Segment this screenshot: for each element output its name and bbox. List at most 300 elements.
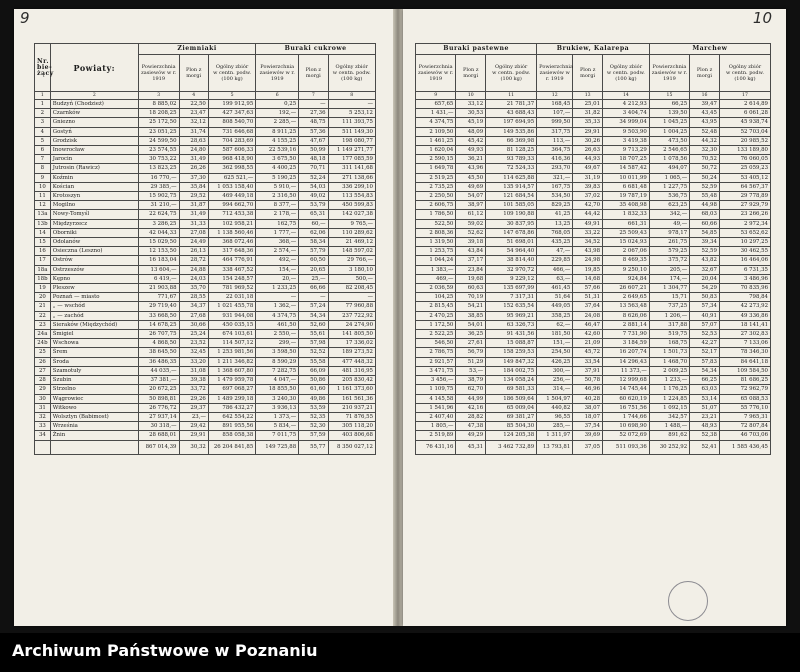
value-cell: 657,65 xyxy=(416,100,456,109)
value-cell: 427 347,63 xyxy=(208,109,255,118)
value-cell: 28,72 xyxy=(179,256,208,265)
column-number: 7 xyxy=(299,92,328,100)
value-cell: 358,25 xyxy=(537,311,573,320)
value-cell: 14 678,25 xyxy=(138,320,179,329)
value-cell: 9 250,10 xyxy=(603,265,650,274)
value-cell: 2 519,25 xyxy=(416,173,456,182)
value-cell: 60,63 xyxy=(456,284,486,293)
value-cell: 51,29 xyxy=(456,357,486,366)
header-buraki-cukrowe: Buraki cukrowe xyxy=(256,44,376,55)
district-name: Jutrosin (Rawicz) xyxy=(50,164,138,173)
value-cell: 53,79 xyxy=(299,201,328,210)
value-cell: 14 745,44 xyxy=(603,385,650,394)
value-cell: 53,14 xyxy=(690,394,720,403)
value-cell: 768,05 xyxy=(537,228,573,237)
value-cell: 174,— xyxy=(649,274,689,283)
value-cell: 9 713,29 xyxy=(603,146,650,155)
right-page-number: 10 xyxy=(752,9,772,27)
value-cell: 32,45 xyxy=(179,348,208,357)
value-cell: 342,57 xyxy=(649,412,689,421)
header-no: Nr. bie- żący xyxy=(35,44,51,92)
value-cell: 43,96 xyxy=(456,164,486,173)
total-cell: 37,05 xyxy=(573,440,603,454)
table-row xyxy=(35,422,376,431)
table-row xyxy=(416,376,771,385)
value-cell: 46,96 xyxy=(573,385,603,394)
value-cell: 37,54 xyxy=(573,422,603,431)
table-row xyxy=(35,182,376,191)
value-cell: 135 914,57 xyxy=(486,182,537,191)
value-cell: 23,52 xyxy=(179,339,208,348)
value-cell: 66,09 xyxy=(299,366,328,375)
value-cell: 50,24 xyxy=(690,173,720,182)
value-cell: 45,19 xyxy=(456,118,486,127)
value-cell: 101 585,05 xyxy=(486,201,537,210)
value-cell: 31,49 xyxy=(179,210,208,219)
table-row xyxy=(35,412,376,421)
value-cell: 27,61 xyxy=(456,339,486,348)
value-cell: 731 646,68 xyxy=(208,127,255,136)
value-cell: 205,— xyxy=(649,265,689,274)
value-cell: 473,50 xyxy=(649,136,689,145)
value-cell: 18,07 xyxy=(573,412,603,421)
value-cell: 66 369,98 xyxy=(486,136,537,145)
value-cell: 107,— xyxy=(537,109,573,118)
value-cell: 3 180,10 xyxy=(328,265,376,274)
header-brukiew: Brukiew, Kalarepa xyxy=(537,44,650,55)
value-cell: 449,05 xyxy=(537,302,573,311)
value-cell: 63,03 xyxy=(690,385,720,394)
value-cell: — xyxy=(299,100,328,109)
value-cell: 57,24 xyxy=(299,302,328,311)
table-row xyxy=(35,366,376,375)
value-cell: 27 929,79 xyxy=(719,201,770,210)
value-cell: 10 297,25 xyxy=(719,238,770,247)
value-cell: 25 059,23 xyxy=(719,164,770,173)
value-cell: 43,95 xyxy=(690,118,720,127)
value-cell: 30 753,22 xyxy=(138,155,179,164)
value-cell: 1 468,70 xyxy=(649,357,689,366)
value-cell: 31,74 xyxy=(179,127,208,136)
row-number: 16 xyxy=(35,247,51,256)
district-name: Śrem xyxy=(50,348,138,357)
value-cell: 48,18 xyxy=(299,155,328,164)
value-cell: 317,75 xyxy=(537,127,573,136)
value-cell: 35 408,98 xyxy=(603,201,650,210)
table-row xyxy=(35,155,376,164)
value-cell: — xyxy=(328,100,376,109)
value-cell: 7 731,90 xyxy=(603,330,650,339)
table-row xyxy=(35,348,376,357)
value-cell: 47,38 xyxy=(456,422,486,431)
value-cell: 994 662,70 xyxy=(208,201,255,210)
value-cell: 27,68 xyxy=(179,311,208,320)
header-buraki-pastewne: Buraki pastewne xyxy=(416,44,537,55)
value-cell: 44,42 xyxy=(573,210,603,219)
value-cell: 786 432,27 xyxy=(208,403,255,412)
row-number: 24b xyxy=(35,339,51,348)
value-cell: 30,66 xyxy=(179,320,208,329)
district-name: „ — zachód xyxy=(50,311,138,320)
value-cell: 338 467,52 xyxy=(208,265,255,274)
row-number: 11 xyxy=(35,192,51,201)
row-number: 8 xyxy=(35,164,51,173)
value-cell: 18 208,25 xyxy=(138,109,179,118)
total-cell: 45,31 xyxy=(456,440,486,454)
value-cell: 38,97 xyxy=(456,201,486,210)
table-row xyxy=(35,201,376,210)
value-cell: 59,02 xyxy=(456,219,486,228)
value-cell: 36 486,35 xyxy=(138,357,179,366)
value-cell: 435,25 xyxy=(537,238,573,247)
value-cell: 1 253 981,56 xyxy=(208,348,255,357)
value-cell: 4 212,93 xyxy=(603,100,650,109)
value-cell: 57,36 xyxy=(299,127,328,136)
value-cell: 3 456,— xyxy=(416,376,456,385)
value-cell: 39,38 xyxy=(179,376,208,385)
value-cell: 47,67 xyxy=(299,136,328,145)
value-cell: 1 461,25 xyxy=(416,136,456,145)
value-cell: 102 958,21 xyxy=(208,219,255,228)
value-cell: 2 606,75 xyxy=(416,201,456,210)
table-row xyxy=(416,238,771,247)
value-cell: 403 806,68 xyxy=(328,431,376,440)
value-cell: 924,84 xyxy=(603,274,650,283)
value-cell: 28,63 xyxy=(179,136,208,145)
value-cell: 51,31 xyxy=(573,293,603,302)
value-cell: 625 521,— xyxy=(208,173,255,182)
total-cell: 26 204 841,85 xyxy=(208,440,255,454)
value-cell: 15,71 xyxy=(649,293,689,302)
value-cell: 45,42 xyxy=(456,136,486,145)
value-cell: 1 362,— xyxy=(256,302,299,311)
table-row xyxy=(416,146,771,155)
value-cell: 38 814,40 xyxy=(486,256,537,265)
value-cell: 2 735,25 xyxy=(416,182,456,191)
value-cell: 19,68 xyxy=(456,274,486,283)
value-cell: 38,85 xyxy=(456,311,486,320)
value-cell: 2 590,15 xyxy=(416,155,456,164)
value-cell: 57,34 xyxy=(690,302,720,311)
value-cell: 134 058,24 xyxy=(486,376,537,385)
unit-label: w centn. podw. (100 kg) xyxy=(725,70,764,82)
value-cell: 1 744,66 xyxy=(603,412,650,421)
row-number: 27 xyxy=(35,366,51,375)
value-cell: 6 731,35 xyxy=(719,265,770,274)
value-cell: 261,75 xyxy=(649,238,689,247)
district-name: Koźmin xyxy=(50,173,138,182)
row-number: 14 xyxy=(35,228,51,237)
row-number: 4 xyxy=(35,127,51,136)
value-cell: 229,85 xyxy=(537,256,573,265)
district-name: Szamotuły xyxy=(50,366,138,375)
value-cell: 49,29 xyxy=(456,431,486,440)
table-row xyxy=(416,201,771,210)
row-number: 28 xyxy=(35,376,51,385)
value-cell: 29,91 xyxy=(573,127,603,136)
district-name: Mogilno xyxy=(50,201,138,210)
value-cell: 54,01 xyxy=(456,320,486,329)
value-cell: 55,61 xyxy=(299,330,328,339)
value-cell: 50,78 xyxy=(573,376,603,385)
value-cell: 41,25 xyxy=(537,210,573,219)
value-cell: 70,19 xyxy=(456,293,486,302)
value-cell: 154 248,57 xyxy=(208,274,255,283)
district-name: Witkowo xyxy=(50,403,138,412)
value-cell: 12 999,68 xyxy=(603,376,650,385)
value-cell: 69 581,33 xyxy=(486,385,537,394)
value-cell: 71 876,55 xyxy=(328,412,376,421)
value-cell: 362 998,55 xyxy=(208,164,255,173)
value-cell: 2 285,— xyxy=(256,118,299,127)
yield-header xyxy=(573,55,603,92)
value-cell: 450 035,15 xyxy=(208,320,255,329)
value-cell: 133 189,80 xyxy=(719,146,770,155)
value-cell: 39,47 xyxy=(690,100,720,109)
table-row xyxy=(416,348,771,357)
area-header: Powierzchnia zasiewów w r. 1919 xyxy=(256,55,299,92)
value-cell: 114 625,88 xyxy=(486,173,537,182)
value-cell: 2 881,14 xyxy=(603,320,650,329)
table-row xyxy=(416,228,771,237)
value-cell: 93 789,33 xyxy=(486,155,537,164)
table-row xyxy=(35,330,376,339)
total-cell: 1 585 436,45 xyxy=(719,440,770,454)
district-name: Międzyrzecz xyxy=(50,219,138,228)
value-cell: 111 393,75 xyxy=(328,118,376,127)
table-row xyxy=(416,247,771,256)
value-cell: 33,20 xyxy=(179,357,208,366)
value-cell: 38 645,50 xyxy=(138,348,179,357)
value-cell: 68,03 xyxy=(690,210,720,219)
value-cell: 254,50 xyxy=(537,348,573,357)
value-cell: 28 688,01 xyxy=(138,431,179,440)
table-row xyxy=(416,173,771,182)
value-cell: 16 751,56 xyxy=(603,403,650,412)
row-number: 18a xyxy=(35,265,51,274)
value-cell: 50 898,81 xyxy=(138,394,179,403)
district-name: Ostrzeszów xyxy=(50,265,138,274)
right-page xyxy=(403,9,786,626)
table-row xyxy=(35,274,376,283)
table-row xyxy=(416,284,771,293)
value-cell: 57,59 xyxy=(299,431,328,440)
value-cell: 199 912,95 xyxy=(208,100,255,109)
row-number: 18b xyxy=(35,274,51,283)
district-name: Śmigiel xyxy=(50,330,138,339)
district-name: Szubin xyxy=(50,376,138,385)
table-row xyxy=(416,136,771,145)
value-cell: 39,34 xyxy=(690,238,720,247)
archive-name: Archiwum Państwowe w Poznaniu xyxy=(12,641,318,660)
value-cell: 46,47 xyxy=(573,320,603,329)
value-cell: 139,50 xyxy=(649,109,689,118)
value-cell: 2 250,50 xyxy=(416,192,456,201)
value-cell: 50,72 xyxy=(690,164,720,173)
value-cell: 2 574,— xyxy=(256,247,299,256)
value-cell: 154,— xyxy=(256,265,299,274)
value-cell: 1 149 271,77 xyxy=(328,146,376,155)
value-cell: 52,62 xyxy=(456,228,486,237)
value-cell: 771,67 xyxy=(138,293,179,302)
value-cell: 70,71 xyxy=(299,164,328,173)
value-cell: 24 274,90 xyxy=(328,320,376,329)
value-cell: 299,— xyxy=(256,339,299,348)
value-cell: 29 766,— xyxy=(328,256,376,265)
table-row xyxy=(416,182,771,191)
value-cell: 891,62 xyxy=(649,431,689,440)
value-cell: 57,98 xyxy=(299,339,328,348)
value-cell: 53,— xyxy=(456,366,486,375)
value-cell: 19 787,19 xyxy=(603,192,650,201)
value-cell: 16 183,04 xyxy=(138,256,179,265)
value-cell: 16 207,74 xyxy=(603,348,650,357)
table-row xyxy=(35,228,376,237)
value-cell: 16 770,— xyxy=(138,173,179,182)
value-cell: 52,59 xyxy=(690,182,720,191)
value-cell: 135 697,99 xyxy=(486,284,537,293)
value-cell: 39,18 xyxy=(456,238,486,247)
value-cell: 43,45 xyxy=(690,109,720,118)
value-cell: 2 067,06 xyxy=(603,247,650,256)
total-label: Ogólny zbiór xyxy=(494,64,528,70)
table-row xyxy=(35,256,376,265)
value-cell: 168,75 xyxy=(649,339,689,348)
value-cell: 829,25 xyxy=(537,201,573,210)
value-cell: 368 072,46 xyxy=(208,238,255,247)
district-name: Września xyxy=(50,422,138,431)
table-row xyxy=(35,219,376,228)
total-label: Ogólny zbiór xyxy=(335,64,368,70)
value-cell: 342,— xyxy=(649,210,689,219)
value-cell: 21 903,88 xyxy=(138,284,179,293)
value-cell: 311 141,68 xyxy=(328,164,376,173)
value-cell: 7 133,06 xyxy=(719,339,770,348)
table-row xyxy=(416,100,771,109)
left-page xyxy=(14,9,393,626)
value-cell: 66,25 xyxy=(649,100,689,109)
value-cell: 64 567,37 xyxy=(719,182,770,191)
value-cell: 15 902,75 xyxy=(138,192,179,201)
value-cell: 20,— xyxy=(256,274,299,283)
value-cell: 49,— xyxy=(649,219,689,228)
value-cell: 49,67 xyxy=(573,164,603,173)
value-cell: 77 960,88 xyxy=(328,302,376,311)
value-cell: 15 029,50 xyxy=(138,238,179,247)
table-row xyxy=(416,431,771,440)
value-cell: 36,21 xyxy=(456,155,486,164)
right-column-numbers xyxy=(416,92,771,100)
value-cell: 1 224,85 xyxy=(649,394,689,403)
value-cell: 697 068,27 xyxy=(208,385,255,394)
value-cell: 300,— xyxy=(537,366,573,375)
value-cell: 931 944,08 xyxy=(208,311,255,320)
value-cell: 49 336,86 xyxy=(719,311,770,320)
column-number: 2 xyxy=(50,92,138,100)
value-cell: 31 210,— xyxy=(138,201,179,210)
value-cell: 256,— xyxy=(537,376,573,385)
table-row xyxy=(35,136,376,145)
value-cell: 58,34 xyxy=(299,238,328,247)
value-cell: 461,45 xyxy=(537,284,573,293)
value-cell: 20 672,25 xyxy=(138,385,179,394)
value-cell: 808 540,70 xyxy=(208,118,255,127)
table-row xyxy=(35,284,376,293)
value-cell: 34,37 xyxy=(179,302,208,311)
value-cell: 40,91 xyxy=(690,311,720,320)
value-cell: 52,53 xyxy=(690,330,720,339)
value-cell: 534,50 xyxy=(537,192,573,201)
value-cell: 4 155,25 xyxy=(256,136,299,145)
left-table xyxy=(34,43,376,455)
value-cell: 29,91 xyxy=(179,431,208,440)
value-cell: 2 519,89 xyxy=(416,431,456,440)
value-cell: 31,33 xyxy=(179,219,208,228)
value-cell: 6 419,— xyxy=(138,274,179,283)
value-cell: 42,27 xyxy=(690,339,720,348)
column-number: 11 xyxy=(486,92,537,100)
value-cell: 5 190,25 xyxy=(256,173,299,182)
value-cell: 492,— xyxy=(256,256,299,265)
unit-label: w centn. podw. (100 kg) xyxy=(606,70,645,82)
value-cell: 891 955,56 xyxy=(208,422,255,431)
yield-header xyxy=(690,55,720,92)
value-cell: 52,48 xyxy=(690,127,720,136)
table-row xyxy=(35,403,376,412)
value-cell: 48,09 xyxy=(456,127,486,136)
value-cell: 1 161 373,60 xyxy=(328,385,376,394)
header-marchew: Marchew xyxy=(649,44,770,55)
yield-header xyxy=(299,55,328,92)
value-cell: 110 289,62 xyxy=(328,228,376,237)
value-cell: 31,82 xyxy=(573,109,603,118)
value-cell: 1 065,— xyxy=(649,173,689,182)
value-cell: 1 832,33 xyxy=(603,210,650,219)
value-cell: 1 504,97 xyxy=(537,394,573,403)
value-cell: 114 507,12 xyxy=(208,339,255,348)
value-cell: 2 649,65 xyxy=(603,293,650,302)
district-name: Wschowa xyxy=(50,339,138,348)
value-cell: 31,49 xyxy=(179,155,208,164)
yield-label: Plon z morgi xyxy=(305,67,322,79)
column-number: 9 xyxy=(416,92,456,100)
value-cell: 210 937,21 xyxy=(328,403,376,412)
table-row xyxy=(416,256,771,265)
value-cell: 23,— xyxy=(179,412,208,421)
row-number: 33 xyxy=(35,422,51,431)
total-cell: 8 350 027,12 xyxy=(328,440,376,454)
value-cell: 35,33 xyxy=(573,118,603,127)
table-row xyxy=(35,311,376,320)
value-cell: 37,91 xyxy=(573,366,603,375)
total-header xyxy=(486,55,537,92)
value-cell: 11 373,— xyxy=(603,366,650,375)
table-row xyxy=(416,357,771,366)
table-row xyxy=(35,192,376,201)
value-cell: 49,02 xyxy=(299,192,328,201)
value-cell: 52,30 xyxy=(299,422,328,431)
table-row xyxy=(35,376,376,385)
total-header xyxy=(603,55,650,92)
value-cell: 72 962,79 xyxy=(719,385,770,394)
value-cell: 1 172,50 xyxy=(416,320,456,329)
value-cell: 18 141,41 xyxy=(719,320,770,329)
value-cell: 368,— xyxy=(256,238,299,247)
value-cell: 148 597,02 xyxy=(328,247,376,256)
value-cell: 23,47 xyxy=(179,109,208,118)
district-name: Jarocin xyxy=(50,155,138,164)
value-cell: 14 587,42 xyxy=(603,164,650,173)
